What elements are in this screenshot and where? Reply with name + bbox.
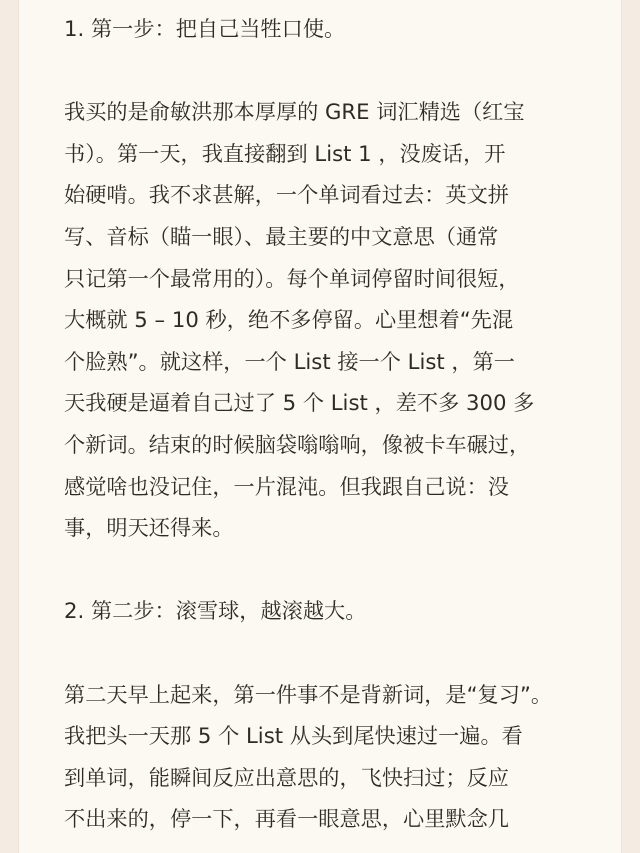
section-heading-step-1: 1. 第一步：把自己当牲口使。: [64, 16, 346, 41]
paragraph-1-line: 写、音标（瞄一眼）、最主要的中文意思（通常: [64, 223, 499, 249]
paragraph-1-line: 个脸熟”。就这样，一个 List 接一个 List ，第一: [64, 348, 515, 374]
paragraph-1-line: 书）。第一天，我直接翻到 List 1 ，没废话，开: [64, 140, 506, 166]
paragraph-1-line: 大概就 5 – 10 秒，绝不多停留。心里想着“先混: [64, 307, 514, 333]
paragraph-1-line: 事，明天还得来。: [64, 515, 234, 541]
paragraph-1-line: 始硬啃。我不求甚解，一个单词看过去：英文拼: [64, 182, 509, 208]
paragraph-1-line: 我买的是俞敏洪那本厚厚的 GRE 词汇精选（红宝: [64, 99, 525, 125]
section-heading-step-2: 2. 第二步：滚雪球，越滚越大。: [64, 598, 367, 624]
article-body: [64, 8, 564, 840]
paragraph-1-line: 个新词。结束的时候脑袋嗡嗡响，像被卡车碾过，: [64, 431, 531, 457]
paragraph-1-line: 只记第一个最常用的）。每个单词停留时间很短，: [64, 265, 520, 291]
paragraph-spacer: [64, 549, 564, 591]
paragraph-spacer: [64, 632, 564, 674]
paragraph-1-line: 天我硬是逼着自己过了 5 个 List ，差不多 300 多: [64, 390, 535, 416]
paragraph-2-line: 第二天早上起来，第一件事不是背新词，是“复习”。: [64, 681, 553, 707]
paragraph-2-line: 不出来的，停一下，再看一眼意思，心里默念几: [64, 806, 509, 832]
paragraph-2-line: 到单词，能瞬间反应出意思的，飞快扫过；反应: [64, 764, 509, 790]
paragraph-spacer: [64, 50, 564, 92]
paragraph-2-line: 我把头一天那 5 个 List 从头到尾快速过一遍。看: [64, 723, 523, 749]
paragraph-1-line: 感觉啥也没记住，一片混沌。但我跟自己说：没: [64, 473, 509, 499]
